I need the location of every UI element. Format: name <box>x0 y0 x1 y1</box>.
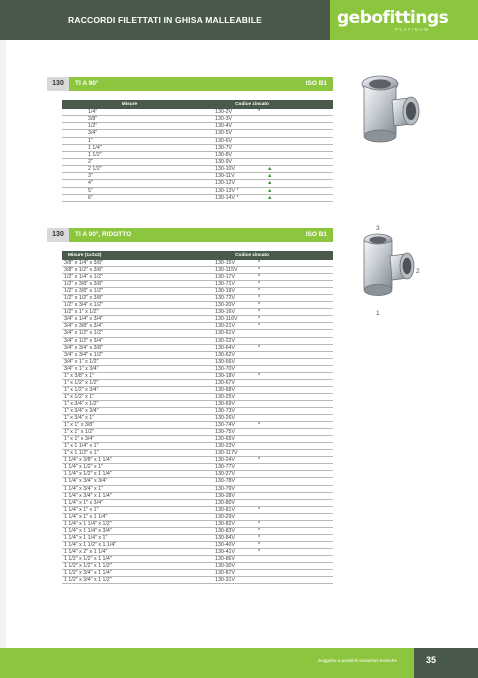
code-cell: 130-16V <box>215 309 236 316</box>
table-row <box>62 316 333 323</box>
page-title: RACCORDI FILETTATI IN GHISA MALLEABILE <box>68 15 262 25</box>
availability-mark: * <box>258 548 261 555</box>
table-row <box>62 366 333 373</box>
table-row <box>62 116 333 123</box>
size-cell: 1 1/4" x 1/2" x 1 1/4" <box>64 471 112 478</box>
size-cell: 1" x 1/2" x 3/4" <box>64 386 99 393</box>
table-row <box>62 173 333 180</box>
size-cell: 1 1/4" x 1" x 3/4" <box>64 499 103 506</box>
code-cell: 130-19V <box>215 288 236 295</box>
size-cell: 1 1/4" x 1" x 1" <box>64 506 99 513</box>
table-row <box>62 295 333 302</box>
brand-logo <box>337 9 472 35</box>
table-row <box>62 471 333 478</box>
code-cell: 130-77V <box>215 464 236 471</box>
availability-mark: * <box>258 534 261 541</box>
code-cell: 130-62V <box>215 351 236 358</box>
column-header-code: Codice zincato <box>235 253 269 258</box>
table-header <box>62 251 333 260</box>
code-cell: 130-23V <box>215 443 236 450</box>
table-row <box>62 535 333 542</box>
code-cell: 130-69V <box>215 400 236 407</box>
size-cell: 1/4" <box>88 109 98 115</box>
table-row <box>62 145 333 152</box>
table-row <box>62 359 333 366</box>
size-cell: 1 1/2" <box>88 151 102 158</box>
table-row <box>62 401 333 408</box>
code-cell: 130-18V <box>215 372 236 379</box>
section-title: TI A 90° <box>75 80 99 87</box>
code-cell: 130-86V <box>215 555 236 562</box>
code-cell: 130-31V <box>215 577 236 584</box>
availability-mark: * <box>258 274 261 281</box>
table-header <box>62 100 333 109</box>
table-row <box>62 323 333 330</box>
callout-3: 3 <box>376 225 380 232</box>
table-row <box>62 380 333 387</box>
size-cell: 3/8" x 1/2" x 3/8" <box>64 267 103 274</box>
table-row <box>62 373 333 380</box>
table-row <box>62 514 333 521</box>
tee-fitting-image <box>352 72 424 154</box>
page-edge <box>0 40 6 648</box>
size-cell: 3/4" <box>88 130 98 137</box>
table-row <box>62 464 333 471</box>
table-row <box>62 528 333 535</box>
section-title: TI A 90°, RIDOTTO <box>75 231 132 238</box>
table-row <box>62 521 333 528</box>
availability-mark: * <box>258 288 261 295</box>
table-row <box>62 429 333 436</box>
callout-1: 1 <box>376 310 380 317</box>
reduced-tee-fitting-image <box>352 226 424 310</box>
table-row <box>62 549 333 556</box>
size-cell: 1" x 1 1/2" x 1" <box>64 450 99 457</box>
table-row <box>62 267 333 274</box>
size-cell: 1/2" x 1/2" x 3/8" <box>64 295 103 302</box>
size-cell: 1" x 1" x 1/2" <box>64 429 95 436</box>
size-cell: 1/2" <box>88 123 98 130</box>
code-cell: 130-117V <box>215 450 238 457</box>
size-cell: 3/8" <box>88 116 98 123</box>
footer-note: Soggetto a possibili variazioni tecniche <box>318 658 397 663</box>
table-row <box>62 288 333 295</box>
size-cell: 6" <box>88 194 93 201</box>
table-row <box>62 450 333 457</box>
availability-mark: * <box>258 422 261 429</box>
table-row <box>62 166 333 173</box>
table-row <box>62 188 333 195</box>
code-cell: 130-67V <box>215 379 236 386</box>
code-cell: 130-68V <box>215 386 236 393</box>
table-row <box>62 436 333 443</box>
callout-2: 2 <box>416 268 420 275</box>
code-cell: 130-21V <box>215 323 236 330</box>
table-row <box>62 338 333 345</box>
code-cell: 130-8V <box>215 151 233 158</box>
size-cell: 1" x 1/2" x 1" <box>64 393 95 400</box>
availability-mark: * <box>258 372 261 379</box>
availability-mark: * <box>258 506 261 513</box>
table-row <box>62 195 333 202</box>
table-row <box>62 281 333 288</box>
table-row <box>62 486 333 493</box>
availability-mark: * <box>258 457 261 464</box>
code-cell: 130-64V <box>215 344 236 351</box>
code-cell: 130-78V <box>215 478 236 485</box>
code-cell: 130-79V <box>215 485 236 492</box>
code-cell: 130-73V <box>215 407 236 414</box>
table-row <box>62 387 333 394</box>
table-row <box>62 352 333 359</box>
code-cell: 130-83V <box>215 527 236 534</box>
size-cell: 3/8" x 1/4" x 3/8" <box>64 260 103 266</box>
size-cell: 1" x 1 1/4" x 1" <box>64 443 99 450</box>
size-cell: 1 1/4" x 3/8" x 1 1/4" <box>64 457 112 464</box>
section-standard: ISO B1 <box>305 80 327 87</box>
table-row <box>62 138 333 145</box>
size-cell: 1/2" x 3/4" x 1/2" <box>64 302 103 309</box>
code-cell: 130-2V <box>215 109 233 115</box>
table-body <box>62 260 333 584</box>
section-header-reduced-tee <box>47 228 333 242</box>
table-row <box>62 345 333 352</box>
table-row <box>62 408 333 415</box>
size-cell: 3/4" x 1/4" x 3/4" <box>64 316 103 323</box>
availability-mark: * <box>258 267 261 274</box>
availability-mark: * <box>258 260 261 266</box>
size-cell: 3/4" x 3/8" x 3/4" <box>64 323 103 330</box>
size-cell: 1 1/4" x 1 1/4" x 1" <box>64 534 108 541</box>
code-cell: 130-40V <box>215 541 236 548</box>
page-number-box <box>414 648 478 678</box>
size-cell: 3" <box>88 173 93 180</box>
code-cell: 130-17V <box>215 274 236 281</box>
logo-subtext: PLATINUM <box>395 27 430 32</box>
code-cell: 130-41V <box>215 548 236 555</box>
table-row <box>62 507 333 514</box>
code-cell: 130-30V <box>215 563 236 570</box>
size-cell: 3/4" x 1" x 3/4" <box>64 365 99 372</box>
table-row <box>62 180 333 187</box>
code-cell: 130-25V <box>215 393 236 400</box>
size-cell: 4" <box>88 180 93 187</box>
column-header-size: Misure (1x2x3) <box>68 253 102 258</box>
table-row <box>62 556 333 563</box>
code-cell: 130-24V <box>215 457 236 464</box>
code-cell: 130-82V <box>215 520 236 527</box>
size-cell: 1" x 1" x 3/8" <box>64 422 95 429</box>
availability-mark: * <box>258 527 261 534</box>
size-cell: 1 1/2" x 3/4" x 1 1/2" <box>64 577 112 584</box>
table-row <box>62 570 333 577</box>
size-cell: 1" x 3/4" x 1/2" <box>64 400 99 407</box>
availability-mark: * <box>258 520 261 527</box>
table-row <box>62 109 333 116</box>
size-cell: 1" x 3/8" x 1" <box>64 372 95 379</box>
size-cell: 1 1/4" x 1" x 1 1/4" <box>64 513 108 520</box>
code-cell: 130-11V <box>215 173 235 180</box>
size-cell: 1" x 1/2" x 1/2" <box>64 379 99 386</box>
size-cell: 2 1/2" <box>88 166 102 173</box>
code-cell: 130-66V <box>215 358 236 365</box>
code-cell: 130-13V * <box>215 187 239 194</box>
table-row <box>62 394 333 401</box>
code-cell: 130-28V <box>215 492 236 499</box>
tee-table <box>62 100 333 202</box>
code-cell: 130-5V <box>215 130 233 137</box>
code-cell: 130-7V <box>215 144 233 151</box>
availability-mark: * <box>258 344 261 351</box>
size-cell: 3/4" x 1/2" x 1/2" <box>64 330 103 337</box>
code-cell: 130-22V <box>215 337 236 344</box>
table-row <box>62 563 333 570</box>
table-row <box>62 422 333 429</box>
column-header-code: Codice zincato <box>235 102 269 107</box>
availability-mark: * <box>258 302 261 309</box>
code-cell: 130-84V <box>215 534 236 541</box>
size-cell: 1 1/4" x 3/4" x 1 1/4" <box>64 492 112 499</box>
code-cell: 130-6V <box>215 137 233 144</box>
availability-mark: * <box>258 309 261 316</box>
table-row <box>62 152 333 159</box>
section-standard: ISO B1 <box>305 231 327 238</box>
logo-text: gebofittings <box>337 8 449 28</box>
size-cell: 1/2" x 3/8" x 3/8" <box>64 281 103 288</box>
table-row <box>62 130 333 137</box>
table-row <box>62 457 333 464</box>
code-cell: 130-3V <box>215 116 233 123</box>
size-cell: 1" x 3/4" x 3/4" <box>64 407 99 414</box>
availability-mark: * <box>258 541 261 548</box>
size-cell: 1 1/4" x 3/4" x 1" <box>64 485 103 492</box>
availability-mark: * <box>258 295 261 302</box>
size-cell: 1 1/4" x 1/2" x 1" <box>64 464 103 471</box>
table-row <box>62 478 333 485</box>
code-cell: 130-71V <box>215 281 236 288</box>
availability-mark: * <box>258 281 261 288</box>
table-row <box>62 159 333 166</box>
size-cell: 1/2" x 1/4" x 1/2" <box>64 274 103 281</box>
code-cell: 130-70V <box>215 365 236 372</box>
code-cell: 130-80V <box>215 499 236 506</box>
code-cell: 130-72V <box>215 295 236 302</box>
code-cell: 130-12V <box>215 180 236 187</box>
size-cell: 1 1/4" x 2" x 1 1/4" <box>64 548 108 555</box>
size-cell: 3/4" x 3/4" x 3/8" <box>64 344 103 351</box>
page-number: 35 <box>426 655 437 665</box>
size-cell: 1 1/4" x 1 1/2" x 1 1/4" <box>64 541 117 548</box>
table-row <box>62 260 333 267</box>
code-cell: 130-27V <box>215 471 236 478</box>
size-cell: 1 1/2" x 1/2" x 1 1/2" <box>64 563 112 570</box>
code-cell: 130-29V <box>215 513 236 520</box>
table-row <box>62 415 333 422</box>
code-cell: 130-10V <box>215 166 236 173</box>
size-cell: 2" <box>88 158 93 165</box>
reduced-tee-table <box>62 251 333 584</box>
section-number: 130 <box>47 77 69 91</box>
size-cell: 1 1/4" x 1 1/4" x 1/2" <box>64 520 112 527</box>
availability-mark: * <box>258 316 261 323</box>
code-cell: 130-116V <box>215 316 238 323</box>
table-row <box>62 443 333 450</box>
code-cell: 130-87V <box>215 570 236 577</box>
size-cell: 1 1/4" <box>88 144 102 151</box>
code-cell: 130-20V <box>215 302 236 309</box>
code-cell: 130-61V <box>215 330 236 337</box>
code-cell: 130-14V * <box>215 194 239 201</box>
table-row <box>62 330 333 337</box>
size-cell: 1 1/2" x 3/4" x 1 1/4" <box>64 570 112 577</box>
code-cell: 130-4V <box>215 123 233 130</box>
table-body <box>62 109 333 202</box>
code-cell: 130-26V <box>215 415 236 422</box>
size-cell: 5" <box>88 187 93 194</box>
triangle-mark: ▲ <box>267 173 273 180</box>
section-number: 130 <box>47 228 69 242</box>
code-cell: 130-74V <box>215 422 236 429</box>
table-row <box>62 274 333 281</box>
size-cell: 1" x 1" x 3/4" <box>64 436 95 443</box>
size-cell: 1/2" x 1" x 1/2" <box>64 309 99 316</box>
table-row <box>62 542 333 549</box>
code-cell: 130-15V <box>215 260 236 266</box>
column-header-size: Misure <box>121 102 138 107</box>
size-cell: 1/2" x 3/8" x 1/2" <box>64 288 103 295</box>
table-row <box>62 493 333 500</box>
size-cell: 1" <box>88 137 93 144</box>
size-cell: 3/4" x 3/4" x 1/2" <box>64 351 103 358</box>
section-header-tee <box>47 77 333 91</box>
table-row <box>62 302 333 309</box>
availability-mark: * <box>258 323 261 330</box>
table-row <box>62 123 333 130</box>
footer-bar <box>0 648 478 678</box>
table-row <box>62 309 333 316</box>
size-cell: 1 1/4" x 3/4" x 3/4" <box>64 478 108 485</box>
code-cell: 130-81V <box>215 506 236 513</box>
triangle-mark: ▲ <box>267 180 273 187</box>
table-row <box>62 577 333 584</box>
size-cell: 1" x 3/4" x 1" <box>64 415 95 422</box>
header-bar <box>0 0 478 40</box>
code-cell: 130-75V <box>215 429 236 436</box>
triangle-mark: ▲ <box>267 166 273 173</box>
availability-mark: * <box>258 109 261 115</box>
size-cell: 1 1/2" x 1/2" x 1 1/4" <box>64 555 112 562</box>
triangle-mark: ▲ <box>267 187 273 194</box>
code-cell: 130-9V <box>215 158 233 165</box>
size-cell: 3/4" x 1/2" x 3/4" <box>64 337 103 344</box>
size-cell: 3/4" x 1" x 1/2" <box>64 358 99 365</box>
code-cell: 130-115V <box>215 267 238 274</box>
table-row <box>62 500 333 507</box>
code-cell: 130-65V <box>215 436 236 443</box>
triangle-mark: ▲ <box>267 194 273 201</box>
size-cell: 1 1/4" x 1 1/4" x 3/4" <box>64 527 112 534</box>
